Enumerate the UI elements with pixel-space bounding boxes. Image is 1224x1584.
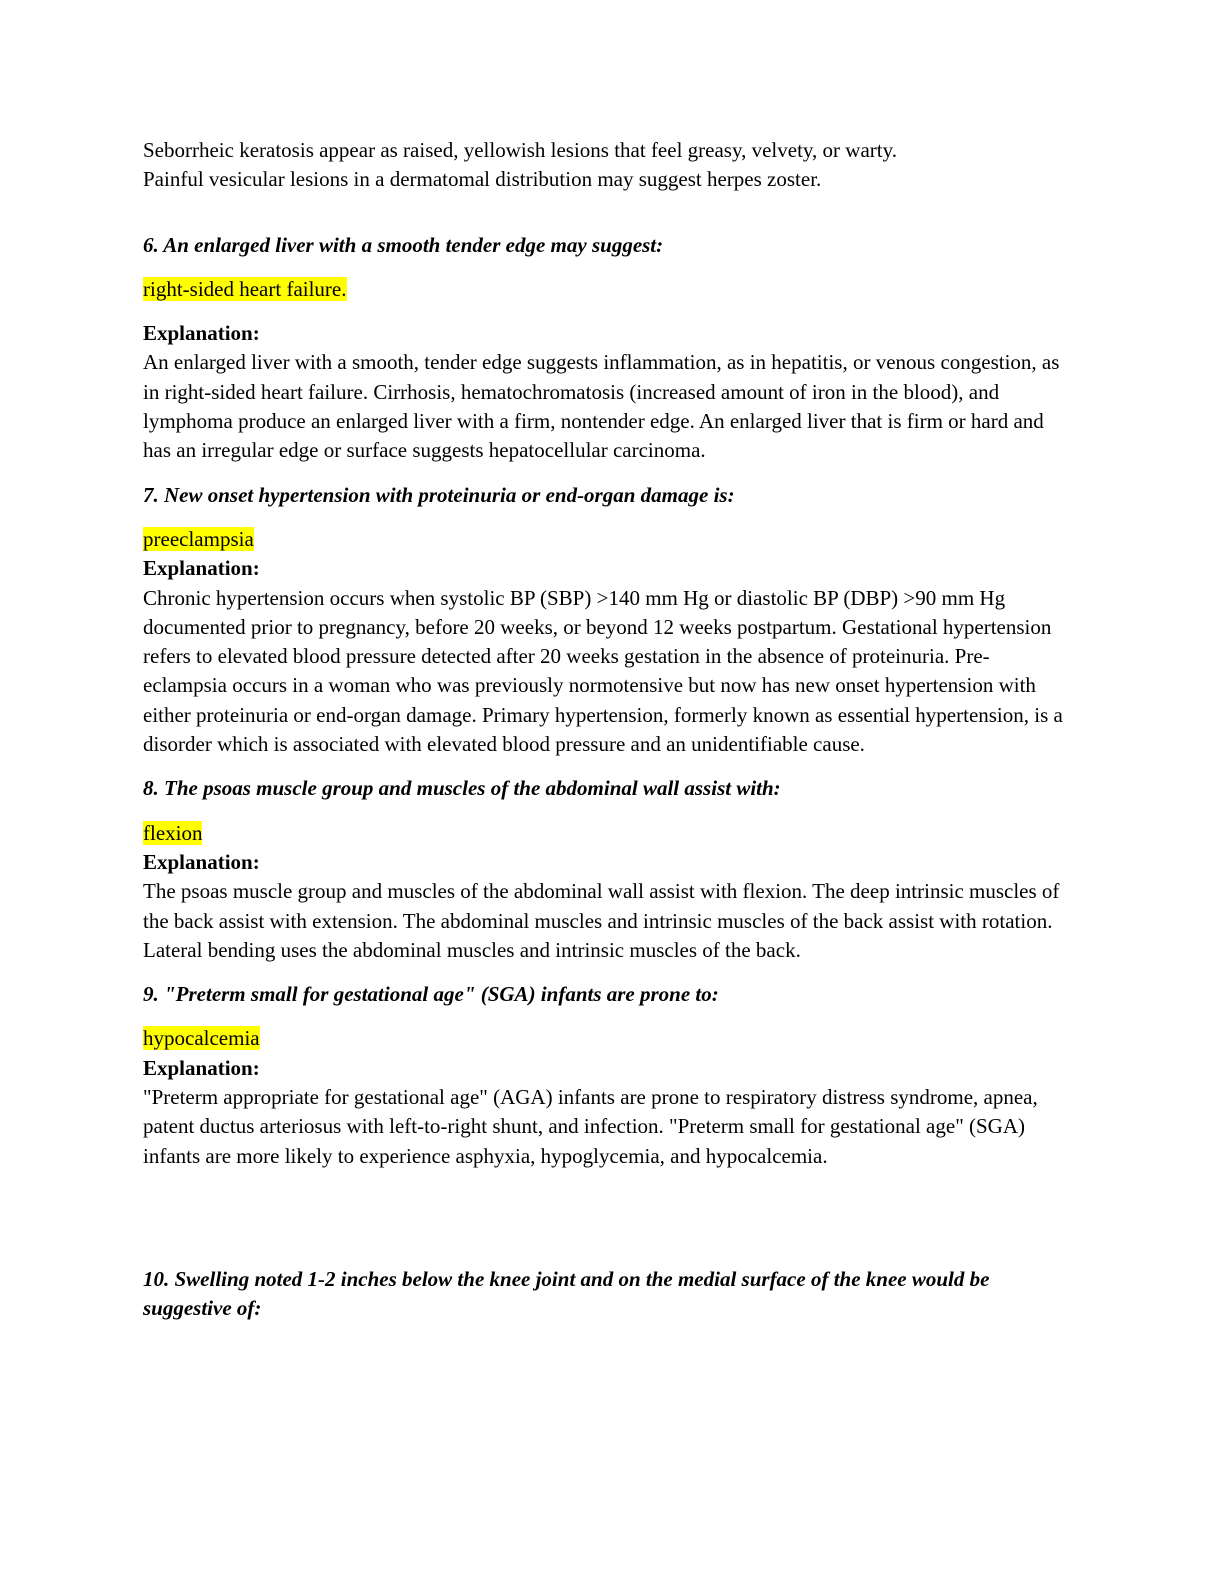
intro-line-2: Painful vesicular lesions in a dermatomal distribution may suggest herpes zoster. — [143, 167, 822, 192]
answer-9-highlight: hypocalcemia — [143, 1026, 260, 1051]
answer-8 — [143, 819, 1073, 848]
explanation-label-9: Explanation: — [143, 1055, 260, 1080]
answer-8-highlight: flexion — [143, 820, 203, 845]
explanation-label-7: Explanation: — [143, 556, 260, 581]
answer-9 — [143, 1024, 1073, 1053]
question-10: 10. Swelling noted 1-2 inches below the knee joint and on the medial surface of the knee would be suggestive of: — [143, 1266, 990, 1321]
question-6: 6. An enlarged liver with a smooth tender edge may suggest: — [143, 232, 664, 257]
document-page — [143, 136, 1073, 1324]
answer-7 — [143, 525, 1073, 554]
explanation-label-8: Explanation: — [143, 849, 260, 874]
explanation-7: Chronic hypertension occurs when systolic BP (SBP) >140 mm Hg or diastolic BP (DBP) >90 mm Hg documented prior to pregnancy, before 20 weeks, or beyond 12 weeks postpartum. Gestational hypertension refers to elevated blood pressure detected after 20 weeks gestation in the absence of proteinuria. Pre-eclampsia occurs in a woman who was previously normotensive but now has new onset hypertension with either proteinuria or end-organ damage. Primary hypertension, formerly known as essential hypertension, is a disorder which is associated with elevated blood pressure and an unidentifiable cause. — [143, 585, 1063, 757]
question-9: 9. "Preterm small for gestational age" (SGA) infants are prone to: — [143, 982, 719, 1007]
explanation-8: The psoas muscle group and muscles of the abdominal wall assist with flexion. The deep intrinsic muscles of the back assist with extension. The abdominal muscles and intrinsic muscles of the back assist with rotation. Lateral bending uses the abdominal muscles and intrinsic muscles of the back. — [143, 879, 1060, 962]
answer-7-highlight: preeclampsia — [143, 526, 254, 551]
question-8: 8. The psoas muscle group and muscles of the abdominal wall assist with: — [143, 776, 781, 801]
explanation-6: An enlarged liver with a smooth, tender edge suggests inflammation, as in hepatitis, or venous congestion, as in right-sided heart failure. Cirrhosis, hematochromatosis (increased amount of iron in the blood), and lymphoma produce an enlarged liver with a firm, nontender edge. An enlarged liver that is firm or hard and has an irregular edge or surface suggests hepatocellular carcinoma. — [143, 350, 1060, 463]
intro-line-1: Seborrheic keratosis appear as raised, yellowish lesions that feel greasy, velvety, or warty. — [143, 138, 897, 162]
answer-6-highlight: right-sided heart failure. — [143, 276, 347, 301]
explanation-9: "Preterm appropriate for gestational age" (AGA) infants are prone to respiratory distress syndrome, apnea, patent ductus arteriosus with left-to-right shunt, and infection. "Preterm small for gestational age" (SGA) infants are more likely to experience asphyxia, hypoglycemia, and hypocalcemia. — [143, 1085, 1038, 1168]
answer-6 — [143, 275, 1073, 304]
explanation-label-6: Explanation: — [143, 321, 260, 346]
question-7: 7. New onset hypertension with proteinuria or end-organ damage is: — [143, 482, 735, 507]
